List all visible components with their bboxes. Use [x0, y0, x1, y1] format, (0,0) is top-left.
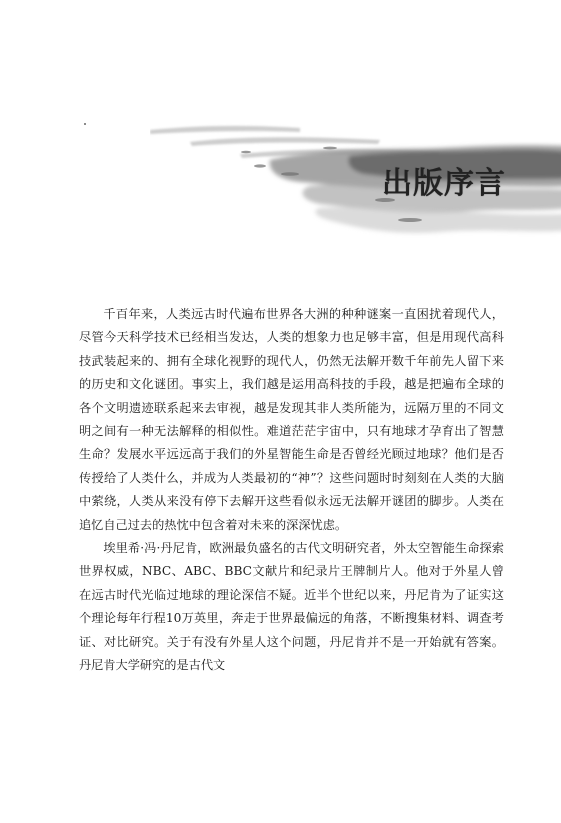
paragraph: 千百年来，人类远古时代遍布世界各大洲的种种谜案一直困扰着现代人，尽管今天科学技术已经相当发达，人类的想象力也足够丰富，但是用现代高科技武装起来的、拥有全球化视野的现代人，仍然无法解开数千年前先人留下来的历史和文化谜团。事实上，我们越是运用高科技的手段，越是把遍布全球的各个文明遗迹联系起来去审视，越是发现其非人类所能为，远隔万里的不同文明之间有一种无法解释的相似性。难道茫茫宇宙中，只有地球才孕育出了智慧生命？发展水平远远高于我们的外星智能生命是否曾经光顾过地球？他们是否传授给了人类什么，并成为人类最初的“神”？这些问题时时刻刻在人类的大脑中萦绕，人类从来没有停下去解开这些看似永远无法解开谜团的脚步。人类在追忆自己过去的热忱中包含着对未来的深深忧虑。 [79, 307, 504, 532]
body-text [79, 303, 504, 678]
ink-speck [84, 123, 86, 125]
paragraph: 埃里希·冯·丹尼肯，欧洲最负盛名的古代文明研究者，外太空智能生命探索世界权威，NBC、ABC、BBC文献片和纪录片王牌制片人。他对于外星人曾在远古时代光临过地球的理论深信不疑。近半个世纪以来，丹尼肯为了证实这个理论每年行程10万英里，奔走于世界最偏远的角落，不断搜集材料、调查考证、对比研究。关于有没有外星人这个问题，丹尼肯并不是一开始就有答案。丹尼肯大学研究的是古代文 [79, 541, 504, 673]
page-title: 出版序言 [382, 166, 506, 201]
